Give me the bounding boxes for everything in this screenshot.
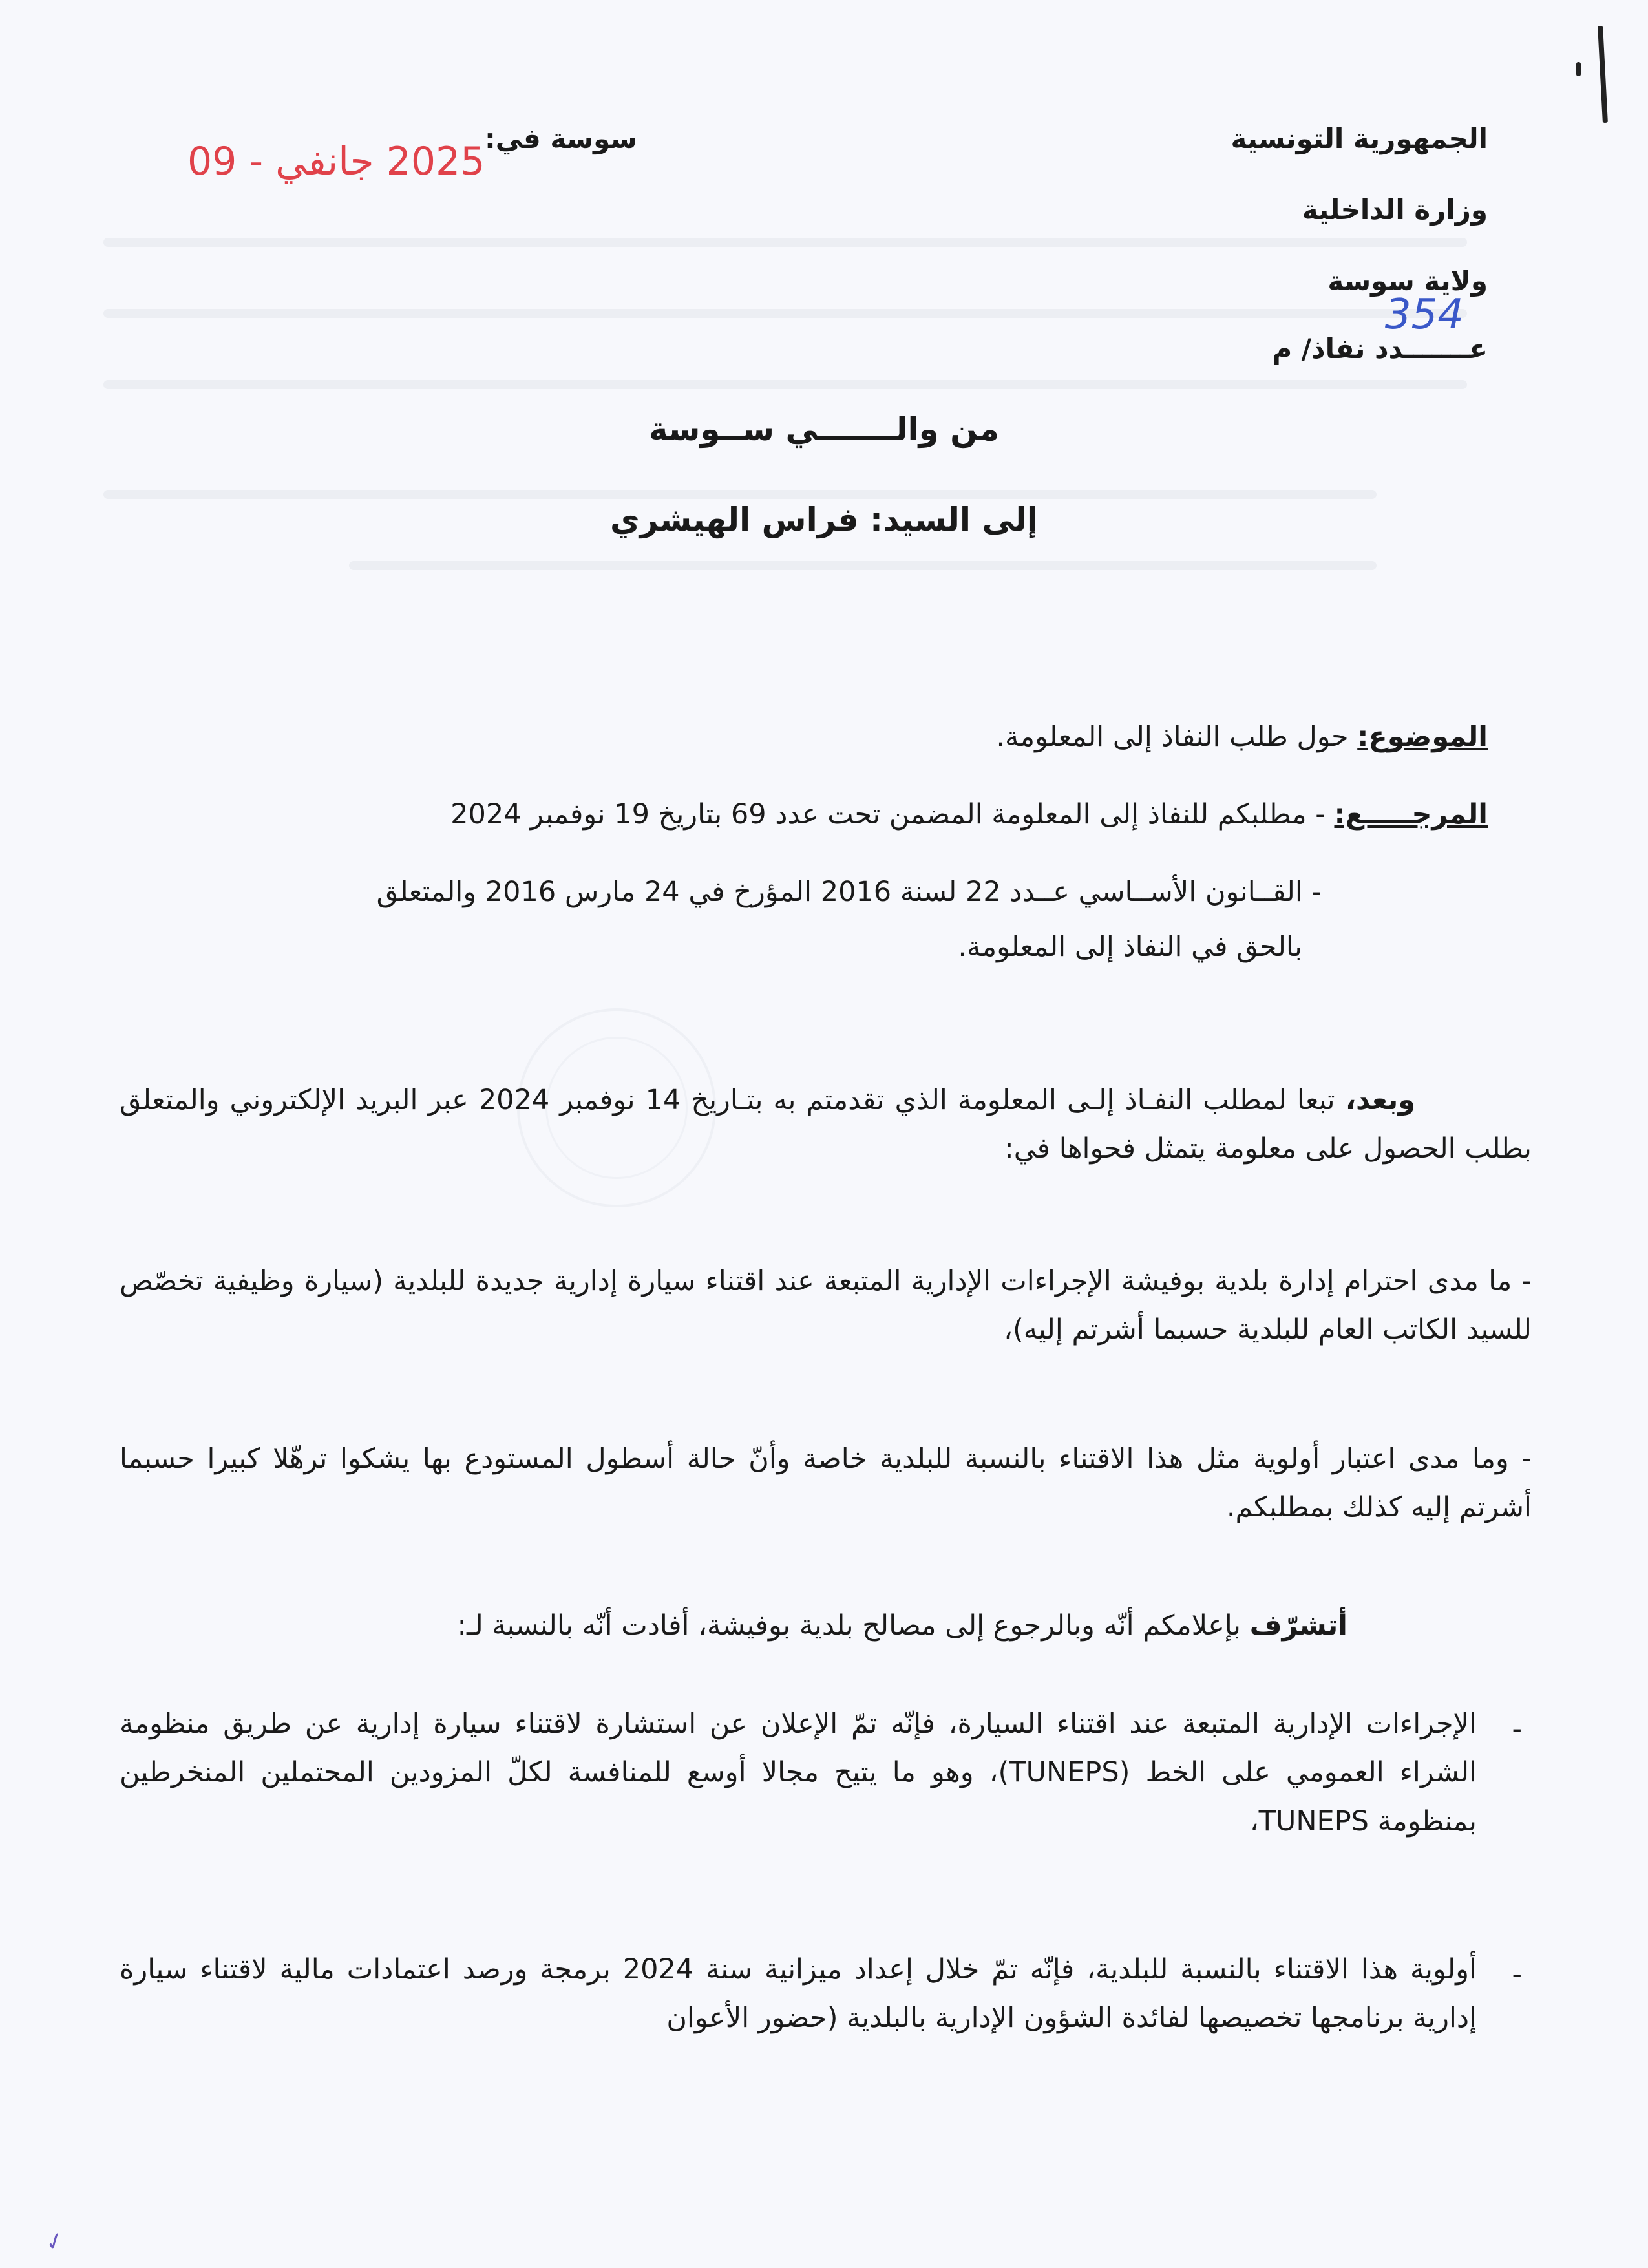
answer-2-paragraph: أولوية هذا الاقتناء بالنسبة للبلدية، فإنّه تمّ خلال إعداد ميزانية سنة 2024 برمجة ورصد اعتمادات مالية لاقتناء سيارة إدارية برنامجها تخصيصها لفائدة الشؤون الإدارية بالبلدية (حضور الأعوان: [120, 1953, 1477, 2035]
subject-line: [996, 721, 1488, 753]
answer-1-bullet: -: [1512, 1713, 1522, 1745]
bleed-through-line: [103, 229, 1467, 255]
scan-edge-dot: [1576, 62, 1581, 76]
reference-item-2-line-1: - القــانون الأســاسي عــدد 22 لسنة 2016 المؤرخ في 24 مارس 2016 والمتعلق: [376, 876, 1322, 908]
bleed-through-line: [103, 372, 1467, 397]
honor-text: بإعلامكم أنّه وبالرجوع إلى مصالح بلدية بوفيشة، أفادت أنّه بالنسبة لـ:: [457, 1609, 1250, 1642]
intro-text: تبعا لمطلب النفـاذ إلـى المعلومة الذي تقدمتم به بتـاريخ 14 نوفمبر 2024 عبر البريد الإلكتروني والمتعلق بطلب الحصول على معلومة يتمثل فحواها في:: [120, 1084, 1532, 1165]
answer-2-bullet: -: [1512, 1958, 1522, 1991]
honor-opening: أتشرّف: [1249, 1609, 1347, 1642]
intro-paragraph: [120, 1076, 1532, 1174]
subject-text: حول طلب النفاذ إلى المعلومة.: [996, 721, 1349, 753]
answer-1-paragraph: الإجراءات الإدارية المتبعة عند اقتناء السيارة، فإنّه تمّ الإعلان عن استشارة لاقتناء سيارة إدارية عن طريق منظومة الشراء العمومي على الخط (TUNEPS)، وهو ما يتيح مجالا أوسع للمنافسة لكلّ المزودين المحتملين المنخرطين بمنظومة TUNEPS،: [120, 1708, 1477, 1838]
handwritten-corner-tick: ✓: [41, 2226, 69, 2258]
question-1-paragraph: - ما مدى احترام إدارة بلدية بوفيشة الإجراءات الإدارية المتبعة عند اقتناء سيارة إدارية جديدة للبلدية (سيارة وظيفية تخصّص للسيد الكاتب العام للبلدية حسبما أشرتم إليه)،: [120, 1265, 1532, 1346]
reference-item-1: - مطلبكم للنفاذ إلى المعلومة المضمن تحت عدد 69 بتاريخ 19 نوفمبر 2024: [450, 798, 1326, 831]
governorate-header: ولاية سوسة: [1327, 265, 1488, 297]
ministry-header: وزارة الداخلية: [1302, 194, 1488, 226]
subject-label: الموضوع:: [1357, 721, 1488, 753]
reference-number-label: عـــــــدد نفاذ/ م: [1272, 333, 1488, 365]
reference-label: المرجـــــع:: [1334, 798, 1488, 831]
bleed-through-line: [103, 301, 1467, 326]
handwritten-date: 2025 جانفي - 09: [187, 139, 485, 184]
recipient-line: إلى السيد: فراس الهيشري: [610, 501, 1038, 538]
honor-line: [458, 1609, 1347, 1642]
bleed-through-line: [349, 553, 1377, 578]
reference-item-2-line-2: بالحق في النفاذ إلى المعلومة.: [958, 931, 1302, 963]
place-date-label: سوسة في:: [485, 123, 637, 154]
question-2-paragraph: - وما مدى اعتبار أولوية مثل هذا الاقتناء بالنسبة للبلدية خاصة وأنّ حالة أسطول المستودع بها يشكوا ترهّلا كبيرا حسبما أشرتم إليه كذلك بمطلبكم.: [120, 1443, 1532, 1524]
handwritten-reference-number: 354: [1384, 291, 1464, 339]
intro-opening: وبعد،: [1345, 1084, 1416, 1116]
sender-line: من والـــــــي ســوسة: [648, 410, 1000, 448]
republic-header: الجمهورية التونسية: [1231, 123, 1488, 154]
reference-line: [450, 798, 1488, 831]
